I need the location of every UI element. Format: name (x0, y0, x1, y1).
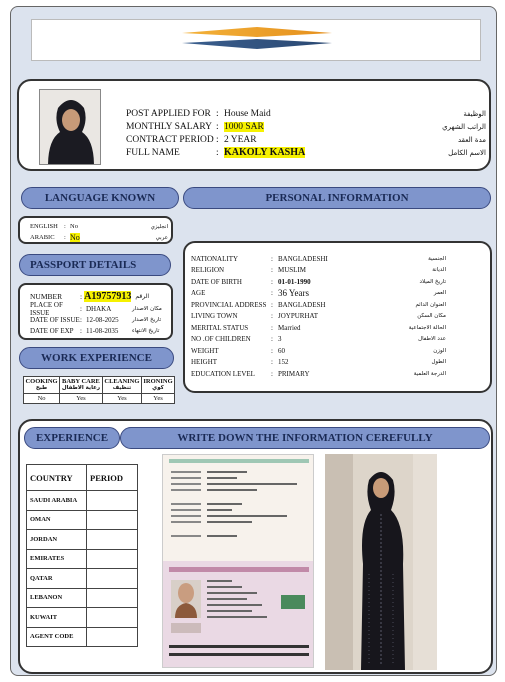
personal-row: WEIGHT : 60 الوزن (191, 345, 486, 357)
post-arabic: الوظيفة (463, 109, 486, 118)
work-column-value: Yes (60, 393, 103, 403)
post-value: KAKOLY KASHA (224, 147, 306, 158)
work-column-ar: رعاية الاطفال (61, 385, 101, 392)
personal-label: LIVING TOWN (191, 312, 238, 321)
personal-row: DATE OF BIRTH : 01-01-1990 تاريخ الميلاد (191, 276, 486, 288)
work-column-header (142, 377, 175, 394)
personal-label: HEIGHT (191, 358, 218, 367)
period-cell[interactable] (87, 588, 138, 608)
personal-label: PROVINCIAL ADDRESS (191, 300, 267, 309)
work-column-en: BABY CARE (62, 378, 100, 385)
post-row: POST APPLIED FOR : House Maid الوظيفة (126, 108, 486, 119)
post-arabic: الاسم الكامل (448, 148, 486, 157)
passport-arabic: مكان الاصدار (132, 305, 162, 312)
personal-label: EDUCATION LEVEL (191, 369, 255, 378)
passport-number-arabic: الرقم (135, 293, 149, 300)
post-section (17, 79, 491, 171)
personal-arabic: الوزن (433, 347, 446, 354)
passport-row: DATE OF ISSUE : 12-08-2025 تاريخ الاصدار (30, 315, 162, 324)
country-cell: KUWAIT (27, 608, 87, 628)
period-cell[interactable] (87, 627, 138, 647)
cv-page (10, 6, 497, 676)
language-row: ENGLISH : No انجليزي (30, 223, 168, 230)
personal-label: NO .OF CHILDREN (191, 335, 251, 344)
passport-details-title: PASSPORT DETAILS (19, 254, 171, 276)
personal-row: EDUCATION LEVEL : PRIMARY الدرجة العلمية (191, 368, 486, 380)
work-experience-table (23, 376, 175, 404)
experience-row (27, 510, 138, 530)
post-label: FULL NAME (126, 147, 180, 158)
post-label: CONTRACT PERIOD (126, 134, 214, 145)
period-cell[interactable] (87, 530, 138, 550)
period-cell[interactable] (87, 510, 138, 530)
passport-number-value: A19757913 (84, 291, 132, 302)
passport-value: 12-08-2025 (86, 315, 119, 324)
experience-row (27, 608, 138, 628)
post-label: MONTHLY SALARY (126, 121, 213, 132)
personal-value: Married (278, 323, 301, 332)
post-value: 1000 SAR (224, 121, 264, 132)
personal-arabic: العمر (433, 290, 446, 297)
experience-row (27, 569, 138, 589)
personal-value: 36 Years (278, 288, 310, 299)
period-header: PERIOD (87, 465, 138, 491)
language-value: No (70, 223, 78, 230)
personal-arabic: الطول (431, 359, 446, 366)
personal-value: JOYPURHAT (278, 312, 319, 321)
work-column-en: IRONING (143, 378, 173, 385)
language-value: No (70, 233, 80, 242)
work-column-ar: كوي (152, 385, 164, 392)
post-value: 2 YEAR (224, 134, 257, 145)
personal-row: HEIGHT : 152 الطول (191, 357, 486, 369)
personal-label: RELIGION (191, 266, 225, 275)
personal-arabic: الديانة (432, 267, 446, 274)
post-label: POST APPLIED FOR (126, 108, 211, 119)
personal-label: MERITAL STATUS (191, 323, 249, 332)
personal-arabic: الجنسية (428, 255, 446, 262)
personal-row: NATIONALITY : BANGLADESHI الجنسية (191, 253, 486, 265)
personal-value: 152 (278, 358, 289, 367)
personal-row: NO .OF CHILDREN : 3 عدد الاطفال (191, 334, 486, 346)
personal-value: MUSLIM (278, 266, 307, 275)
personal-label: NATIONALITY (191, 254, 239, 263)
personal-row: PROVINCIAL ADDRESS : BANGLADESH العنوان الدائم (191, 299, 486, 311)
personal-value: BANGLADESH (278, 300, 326, 309)
period-cell[interactable] (87, 569, 138, 589)
experience-row (27, 530, 138, 550)
work-column-value: Yes (102, 393, 141, 403)
personal-arabic: العنوان الدائم (415, 301, 446, 308)
work-experience-title: WORK EXPERIENCE (19, 347, 174, 369)
work-column-header (60, 377, 103, 394)
personal-box (183, 241, 492, 393)
personal-value: PRIMARY (278, 369, 310, 378)
language-label: ARABIC (30, 234, 55, 241)
post-row: MONTHLY SALARY : 1000 SAR الراتب الشهري (126, 121, 486, 132)
country-cell: AGENT CODE (27, 627, 87, 647)
work-column-header (24, 377, 60, 394)
post-value: House Maid (224, 108, 271, 119)
language-label: ENGLISH (30, 223, 58, 230)
personal-arabic: الدرجة العلمية (413, 370, 446, 377)
country-cell: QATAR (27, 569, 87, 589)
language-row: ARABIC : No عربي (30, 233, 168, 242)
language-box (18, 216, 173, 244)
personal-value: 3 (278, 335, 282, 344)
passport-value: DHAKA (86, 304, 112, 313)
passport-number-label: NUMBER (30, 292, 63, 301)
post-arabic: الراتب الشهري (442, 122, 486, 131)
period-cell[interactable] (87, 491, 138, 511)
experience-table (26, 464, 138, 647)
passport-label: PLACE OF ISSUE (30, 300, 63, 317)
experience-title: EXPERIENCE (24, 427, 120, 449)
post-row: CONTRACT PERIOD : 2 YEAR مدة العقد (126, 134, 486, 145)
period-cell[interactable] (87, 608, 138, 628)
passport-arabic: تاريخ الاصدار (132, 316, 162, 323)
personal-information-title: PERSONAL INFORMATION (183, 187, 491, 209)
personal-arabic: عدد الاطفال (418, 336, 446, 343)
passport-box: NUMBER : A19757913 الرقم PLACE OF ISSUE : DHAKA مكان الاصدار DATE OF ISSUE : 12-08-2025 تاريخ الاصدار DATE OF EXP : 11-08-2035 تاريخ الانتهاء (18, 283, 173, 340)
personal-label: AGE (191, 289, 206, 298)
language-known-title: LANGUAGE KNOWN (21, 187, 179, 209)
language-arabic: انجليزي (150, 223, 168, 230)
experience-row (27, 627, 138, 647)
personal-row: LIVING TOWN : JOYPURHAT مكان السكن (191, 311, 486, 323)
personal-row: MERITAL STATUS : Married الحالة الاجتماعية (191, 322, 486, 334)
experience-row (27, 588, 138, 608)
personal-value: BANGLADESHI (278, 254, 328, 263)
experience-row (27, 491, 138, 511)
passport-label: DATE OF ISSUE (30, 315, 80, 324)
work-column-ar: تنظيف (112, 385, 132, 392)
personal-label: DATE OF BIRTH (191, 277, 242, 286)
personal-row: RELIGION : MUSLIM الديانة (191, 265, 486, 277)
work-column-ar: طبخ (35, 385, 48, 392)
experience-row (27, 549, 138, 569)
passport-scan (162, 454, 314, 668)
experience-section (18, 419, 493, 674)
post-arabic: مدة العقد (458, 135, 486, 144)
work-column-value: No (24, 393, 60, 403)
personal-label: WEIGHT (191, 346, 219, 355)
country-cell: EMIRATES (27, 549, 87, 569)
passport-arabic: تاريخ الانتهاء (132, 327, 160, 334)
country-cell: OMAN (27, 510, 87, 530)
passport-row: PLACE OF ISSUE : DHAKA مكان الاصدار (30, 300, 162, 317)
portrait-photo (39, 89, 101, 165)
passport-value: 11-08-2035 (86, 326, 119, 335)
post-row: FULL NAME : KAKOLY KASHA الاسم الكامل (126, 147, 486, 158)
country-header: COUNTRY (27, 465, 87, 491)
personal-row: AGE : 36 Years العمر (191, 288, 486, 300)
full-body-photo (325, 454, 437, 670)
work-column-header (102, 377, 141, 394)
period-cell[interactable] (87, 549, 138, 569)
personal-value: 60 (278, 346, 285, 355)
passport-label: DATE OF EXP (30, 326, 74, 335)
language-arabic: عربي (155, 234, 168, 241)
work-column-en: COOKING (25, 378, 58, 385)
work-column-en: CLEANING (104, 378, 140, 385)
work-column-value: Yes (142, 393, 175, 403)
personal-arabic: مكان السكن (417, 313, 446, 320)
country-cell: LEBANON (27, 588, 87, 608)
personal-arabic: الحالة الاجتماعية (408, 324, 446, 331)
write-down-banner: WRITE DOWN THE INFORMATION CEREFULLY (120, 427, 490, 449)
country-cell: SAUDI ARABIA (27, 491, 87, 511)
country-cell: JORDAN (27, 530, 87, 550)
passport-row: DATE OF EXP : 11-08-2035 تاريخ الانتهاء (30, 326, 160, 335)
personal-value: 01-01-1990 (278, 277, 311, 286)
logo-banner (31, 19, 481, 61)
personal-arabic: تاريخ الميلاد (419, 278, 446, 285)
